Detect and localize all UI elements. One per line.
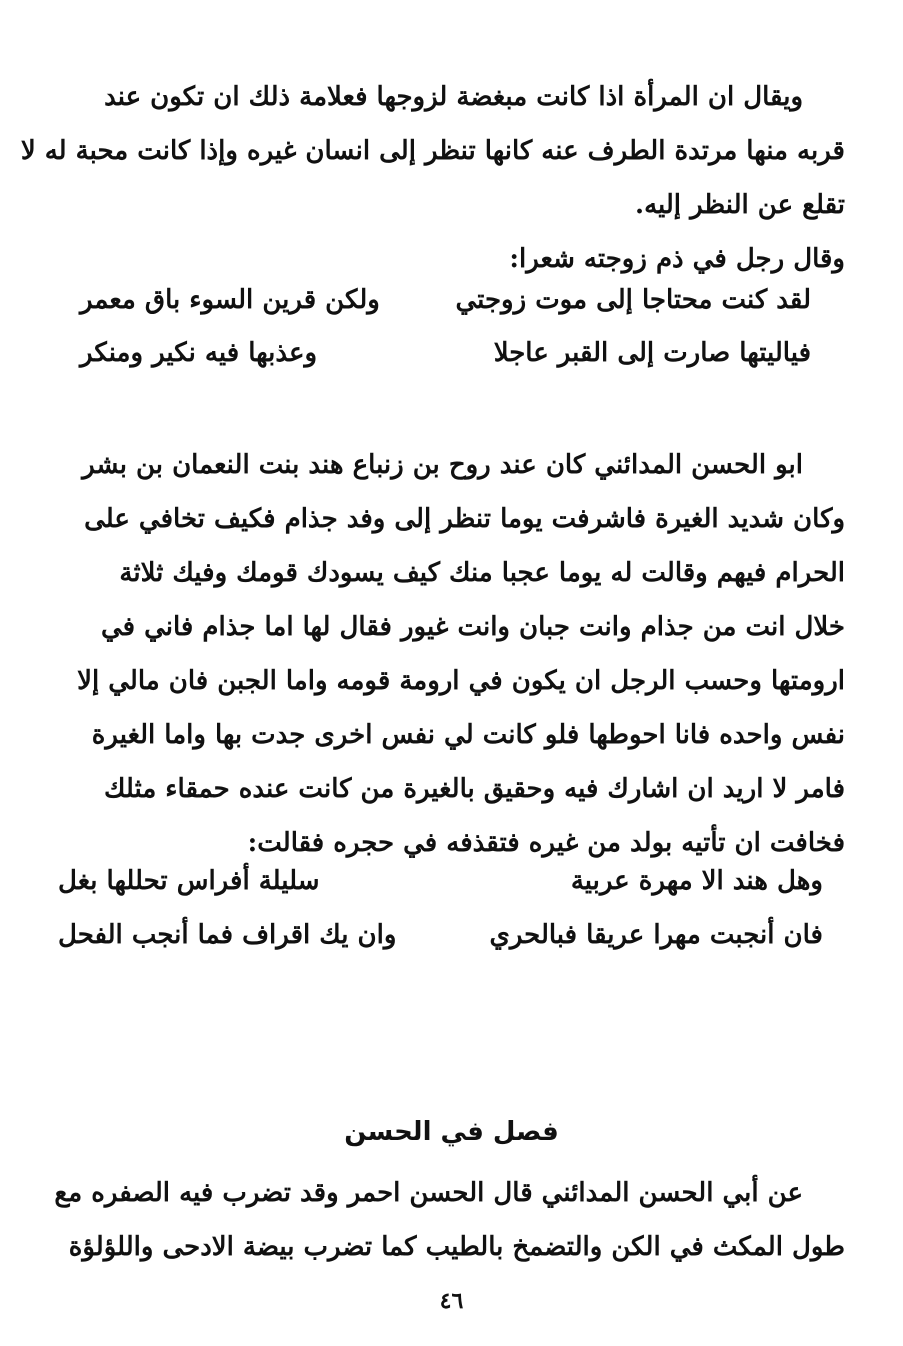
text-line: عن أبي الحسن المدائني قال الحسن احمر وقد تضرب فيه الصفره مع (54, 1178, 803, 1208)
paragraph-wife-signs (20, 70, 845, 286)
text-line: طول المكث في الكن والتضمخ بالطيب كما تضرب بيضة الادحى واللؤلؤة (68, 1232, 845, 1262)
poem2-verse2-first-hemistich: فان أنجبت مهرا عريقا فبالحري (489, 920, 823, 950)
poem2-verse1-second-hemistich: سليلة أفراس تحللها بغل (58, 866, 320, 896)
poem2-verse1-first-hemistich: وهل هند الا مهرة عربية (570, 866, 823, 896)
page-number: ٤٦ (439, 1288, 464, 1314)
poem1-verse1-first-hemistich: لقد كنت محتاجا إلى موت زوجتي (455, 285, 811, 315)
text-line: فخافت ان تأتيه بولد من غيره فتقذفه في حجره فقالت: (247, 828, 845, 858)
text-line: وكان شديد الغيرة فاشرفت يوما تنظر إلى وفد جذام فكيف تخافي على (84, 504, 845, 534)
text-line: نفس واحده فانا احوطها فلو كانت لي نفس اخرى جدت بها واما الغيرة (91, 720, 845, 750)
poem1-verse2-first-hemistich: فياليتها صارت إلى القبر عاجلا (493, 338, 811, 368)
text-line: قربه منها مرتدة الطرف عنه كانها تنظر إلى انسان غيره وإذا كانت محبة له لا (20, 136, 845, 166)
text-line: فامر لا اريد ان اشارك فيه وحقيق بالغيرة من كانت عنده حمقاء مثلك (103, 774, 845, 804)
poem2-verse2-second-hemistich: وان يك اقراف فما أنجب الفحل (58, 920, 397, 950)
text-line: خلال انت من جذام وانت جبان وانت غيور فقال لها اما جذام فاني في (100, 612, 845, 642)
text-line: ارومتها وحسب الرجل ان يكون في ارومة قومه واما الجبن فان مالي إلا (77, 666, 845, 696)
text-line: ابو الحسن المدائني كان عند روح بن زنباع هند بنت النعمان بن بشر (82, 450, 803, 480)
text-line: الحرام فيهم وقالت له يوما عجبا منك كيف يسودك قومك وفيك ثلاثة (119, 558, 845, 588)
poem1-verse1-second-hemistich: ولكن قرين السوء باق معمر (80, 285, 380, 315)
paragraph-beauty (54, 1166, 845, 1274)
paragraph-madaini-story (58, 438, 845, 870)
section-heading: فصل في الحسن (344, 1117, 559, 1147)
text-line: وقال رجل في ذم زوجته شعرا: (509, 244, 845, 274)
poem1-verse2-second-hemistich: وعذبها فيه نكير ومنكر (80, 338, 318, 368)
text-line: ويقال ان المرأة اذا كانت مبغضة لزوجها فعلامة ذلك ان تكون عند (104, 82, 803, 112)
text-line: تقلع عن النظر إليه. (635, 190, 845, 220)
